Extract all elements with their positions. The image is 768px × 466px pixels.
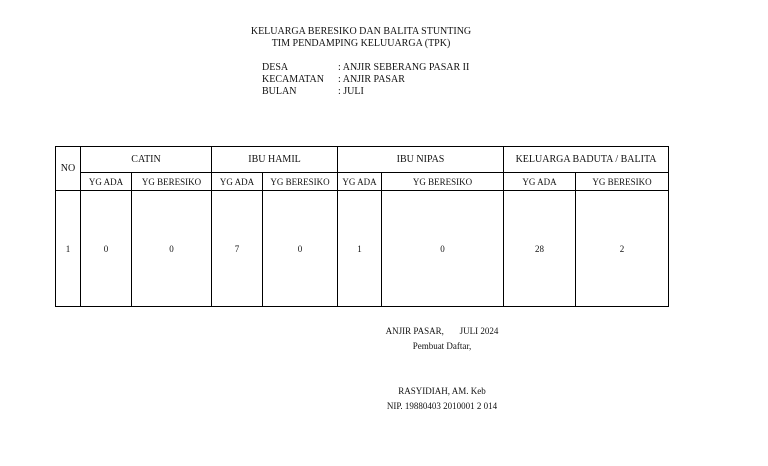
- table-cell: 0: [81, 191, 132, 307]
- meta-label: KECAMATAN: [262, 74, 324, 85]
- table-row: [56, 191, 669, 307]
- meta-label: DESA: [262, 62, 289, 73]
- signature-space: [342, 354, 542, 384]
- meta-value: : ANJIR SEBERANG PASAR II: [338, 62, 470, 73]
- signer-nip: NIP. 19880403 2010001 2 014: [386, 401, 498, 411]
- meta-value: : JULI: [338, 86, 364, 97]
- table-subheader-row: [56, 173, 669, 191]
- report-table: [55, 146, 669, 307]
- signer-role: Pembuat Daftar,: [412, 341, 472, 351]
- subheader-cell: YG BERESIKO: [132, 173, 212, 191]
- row-no-cell: 1: [56, 191, 81, 307]
- table-cell: 0: [132, 191, 212, 307]
- report-meta: [262, 62, 469, 98]
- subheader-cell: YG ADA: [81, 173, 132, 191]
- signature-block: [342, 324, 542, 414]
- subheader-cell: YG BERESIKO: [576, 173, 669, 191]
- table-cell: 0: [382, 191, 504, 307]
- table-header-row: [56, 147, 669, 173]
- table-cell: 28: [504, 191, 576, 307]
- subheader-cell: YG ADA: [212, 173, 263, 191]
- signer-name: RASYIDIAH, AM. Keb: [398, 386, 486, 396]
- subheader-cell: YG BERESIKO: [263, 173, 338, 191]
- col-no-header: NO: [56, 147, 81, 191]
- meta-row-bulan: [262, 86, 469, 98]
- meta-value: : ANJIR PASAR: [338, 74, 405, 85]
- meta-row-desa: [262, 62, 469, 74]
- table-cell: 2: [576, 191, 669, 307]
- report-title: [0, 26, 722, 50]
- group-header-ibu-nipas: IBU NIPAS: [338, 147, 504, 173]
- subheader-cell: YG ADA: [504, 173, 576, 191]
- table-cell: 7: [212, 191, 263, 307]
- table-cell: 1: [338, 191, 382, 307]
- subheader-cell: YG ADA: [338, 173, 382, 191]
- meta-row-kecamatan: [262, 74, 469, 86]
- group-header-keluarga-baduta: KELUARGA BADUTA / BALITA: [504, 147, 669, 173]
- title-line-2: TIM PENDAMPING KELUUARGA (TPK): [271, 38, 451, 49]
- place-date: ANJIR PASAR, JULI 2024: [385, 326, 499, 336]
- title-line-1: KELUARGA BERESIKO DAN BALITA STUNTING: [250, 26, 472, 37]
- subheader-cell: YG BERESIKO: [382, 173, 504, 191]
- meta-label: BULAN: [262, 86, 297, 97]
- group-header-ibu-hamil: IBU HAMIL: [212, 147, 338, 173]
- group-header-catin: CATIN: [81, 147, 212, 173]
- table-cell: 0: [263, 191, 338, 307]
